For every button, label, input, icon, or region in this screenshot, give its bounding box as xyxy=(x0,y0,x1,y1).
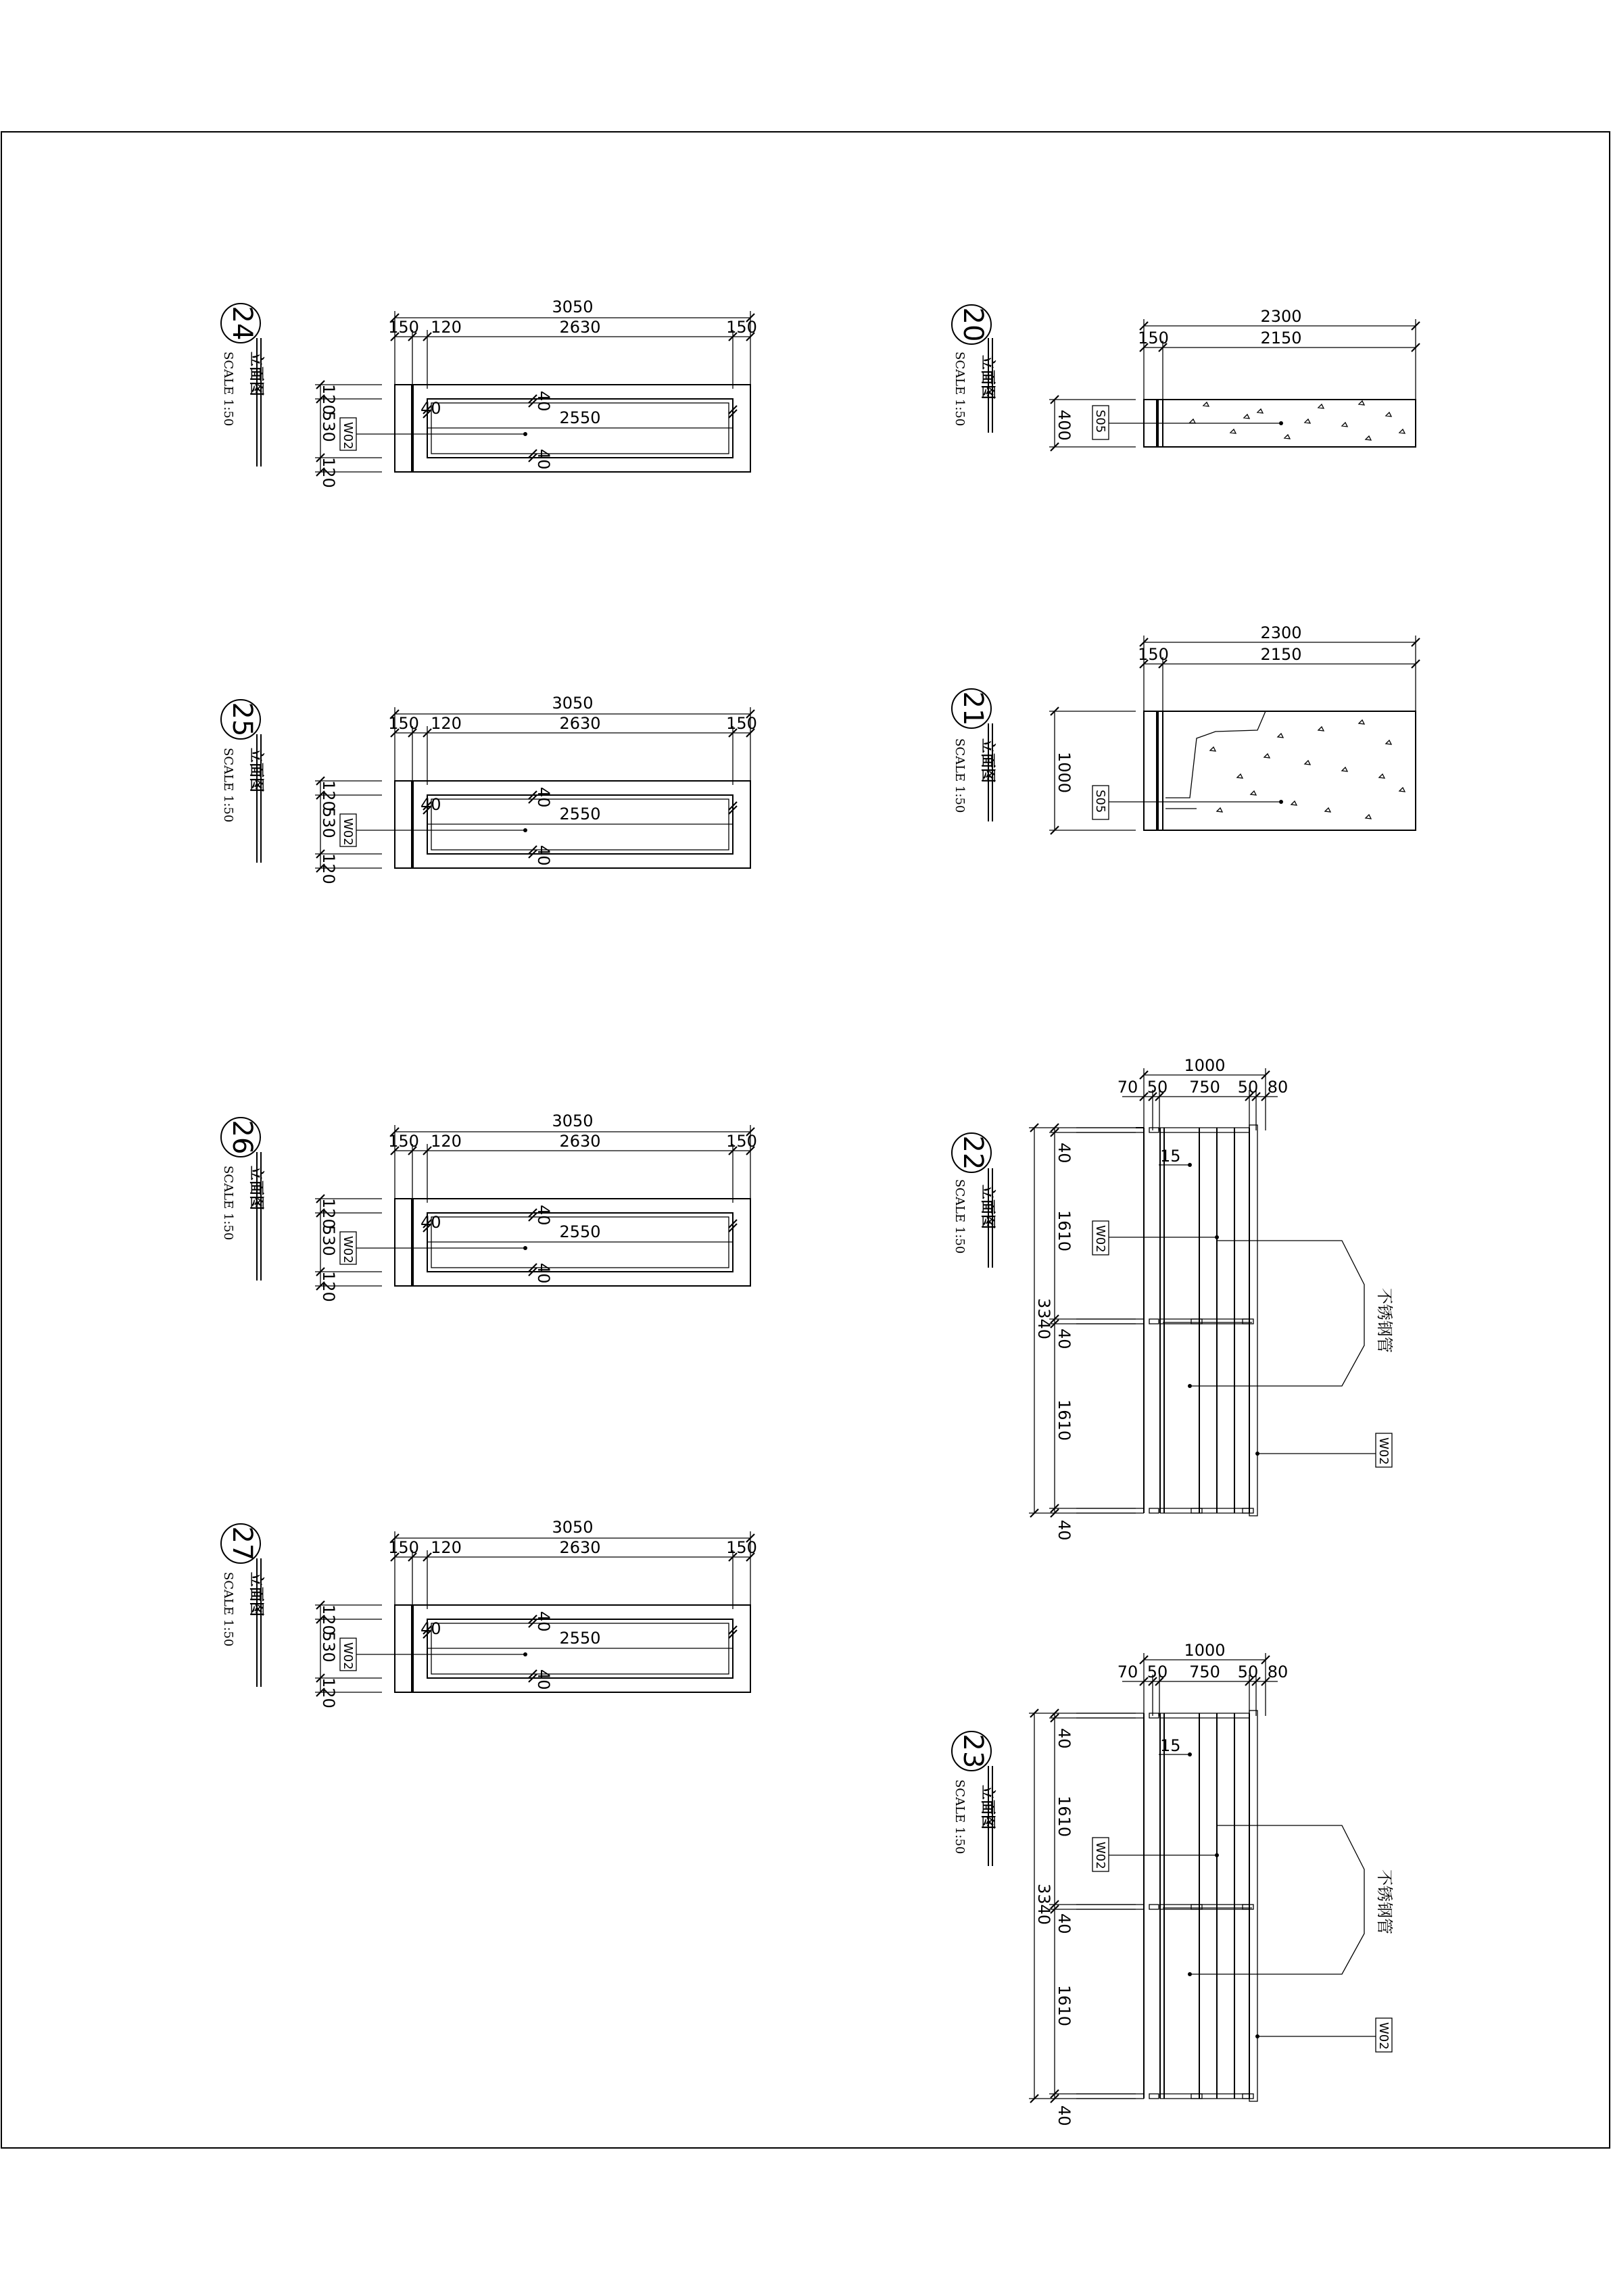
dim-h5: 40 xyxy=(1055,2105,1074,2126)
dim-v3: 120 xyxy=(319,1677,338,1708)
dim-t3: 40 xyxy=(534,449,553,470)
material-tag-right: W02 xyxy=(1376,1437,1391,1465)
elevation-22 xyxy=(952,1056,1394,1541)
dim-total: 3050 xyxy=(552,297,594,316)
elevation-title: 立面图 xyxy=(979,355,996,400)
dim-v2: 530 xyxy=(319,411,338,442)
dim-v2: 530 xyxy=(319,807,338,838)
elevation-20 xyxy=(952,305,1420,451)
dim-total: 3050 xyxy=(552,1111,594,1130)
dim-v2: 530 xyxy=(319,1631,338,1663)
elevation-scale: SCALE 1:50 xyxy=(953,352,967,427)
dim-h5: 40 xyxy=(1055,1520,1074,1541)
dim-total: 1000 xyxy=(1184,1056,1226,1075)
elevation-23 xyxy=(952,1641,1394,2126)
dim-t2: 40 xyxy=(534,787,553,808)
dim-h1: 40 xyxy=(1055,1143,1074,1164)
dim-t1: 40 xyxy=(420,1619,441,1638)
stone-texture xyxy=(1210,720,1405,819)
dim-main: 2150 xyxy=(1260,329,1302,348)
elevation-scale: SCALE 1:50 xyxy=(953,1179,967,1254)
dim-inner-width: 2550 xyxy=(559,1222,601,1241)
dim-right: 150 xyxy=(726,318,757,337)
dim-h4: 1610 xyxy=(1055,1985,1074,2027)
elevation-21 xyxy=(952,623,1420,834)
dim-inner-width: 2550 xyxy=(559,1629,601,1648)
dim-t3: 40 xyxy=(534,845,553,866)
dim-c: 750 xyxy=(1189,1078,1220,1097)
dim-a: 70 xyxy=(1117,1078,1138,1097)
dim-mid1: 120 xyxy=(431,1132,462,1151)
material-tag: W02 xyxy=(341,818,355,846)
note-stainless-pipe: 不锈钢管 xyxy=(1375,1869,1394,1934)
elevation-27 xyxy=(221,1518,757,1708)
dim-left: 150 xyxy=(1138,645,1169,664)
dim-overall: 3340 xyxy=(1034,1298,1053,1340)
dim-d: 50 xyxy=(1237,1663,1259,1681)
dim-t1: 40 xyxy=(420,399,441,418)
elevation-number: 24 xyxy=(226,306,258,341)
dim-v1: 120 xyxy=(319,1604,338,1635)
dim-h3: 40 xyxy=(1055,1329,1074,1349)
elevation-number: 27 xyxy=(226,1526,258,1561)
material-tag: W02 xyxy=(341,1236,355,1264)
dim-mid2: 2630 xyxy=(559,1538,601,1557)
dim-t1: 40 xyxy=(420,795,441,814)
material-tag: W02 xyxy=(341,422,355,450)
elevation-scale: SCALE 1:50 xyxy=(221,1166,235,1241)
elevation-title: 立面图 xyxy=(979,738,996,784)
counter-cutout xyxy=(1165,711,1266,798)
dim-left: 150 xyxy=(388,1538,419,1557)
elevation-title: 立面图 xyxy=(247,1572,264,1617)
dim-v3: 120 xyxy=(319,853,338,884)
dim-total: 2300 xyxy=(1260,623,1302,642)
dim-t3: 40 xyxy=(534,1669,553,1690)
dim-total: 2300 xyxy=(1260,307,1302,326)
elevation-title: 立面图 xyxy=(247,1166,264,1211)
dim-v1: 120 xyxy=(319,1198,338,1229)
dim-left: 150 xyxy=(388,1132,419,1151)
dim-height: 1000 xyxy=(1055,752,1074,794)
dim-height: 400 xyxy=(1055,410,1074,441)
dim-t2: 40 xyxy=(534,1611,553,1632)
dim-v3: 120 xyxy=(319,1271,338,1302)
dim-mid2: 2630 xyxy=(559,1132,601,1151)
dim-v2: 530 xyxy=(319,1225,338,1256)
elevation-scale: SCALE 1:50 xyxy=(221,352,235,427)
dim-main: 2150 xyxy=(1260,645,1302,664)
dim-v1: 120 xyxy=(319,384,338,415)
counter-outline xyxy=(1144,711,1416,830)
elevation-number: 26 xyxy=(226,1120,258,1155)
elevation-title: 立面图 xyxy=(247,352,264,397)
dim-e: 80 xyxy=(1267,1663,1289,1681)
stone-texture xyxy=(1190,401,1405,440)
dim-left: 150 xyxy=(388,318,419,337)
elevation-title: 立面图 xyxy=(979,1785,996,1830)
dim-h4: 1610 xyxy=(1055,1400,1074,1441)
dim-overall: 3340 xyxy=(1034,1884,1053,1926)
dim-right: 150 xyxy=(726,1538,757,1557)
dim-gap: 15 xyxy=(1160,1736,1181,1755)
material-tag: S05 xyxy=(1093,410,1107,433)
dim-h3: 40 xyxy=(1055,1913,1074,1934)
elevation-number: 20 xyxy=(957,307,988,342)
dim-h1: 40 xyxy=(1055,1728,1074,1749)
dim-left: 150 xyxy=(1138,329,1169,348)
dim-total: 1000 xyxy=(1184,1641,1226,1660)
material-tag-right: W02 xyxy=(1376,2022,1391,2050)
dim-total: 3050 xyxy=(552,1518,594,1537)
dim-total: 3050 xyxy=(552,694,594,713)
dim-mid1: 120 xyxy=(431,318,462,337)
dim-inner-width: 2550 xyxy=(559,805,601,823)
dim-mid2: 2630 xyxy=(559,714,601,733)
dim-e: 80 xyxy=(1267,1078,1289,1097)
elevation-scale: SCALE 1:50 xyxy=(221,748,235,823)
dim-v3: 120 xyxy=(319,457,338,488)
elevation-title: 立面图 xyxy=(979,1185,996,1230)
dim-h2: 1610 xyxy=(1055,1210,1074,1252)
dim-left: 150 xyxy=(388,714,419,733)
elevation-number: 21 xyxy=(957,691,988,726)
dim-inner-width: 2550 xyxy=(559,408,601,427)
dim-c: 750 xyxy=(1189,1663,1220,1681)
elevation-title: 立面图 xyxy=(247,748,264,793)
dim-t2: 40 xyxy=(534,391,553,412)
dim-mid1: 120 xyxy=(431,714,462,733)
elevation-24 xyxy=(221,297,757,488)
dim-gap: 15 xyxy=(1160,1147,1181,1166)
note-stainless-pipe: 不锈钢管 xyxy=(1375,1288,1394,1353)
dim-t3: 40 xyxy=(534,1263,553,1284)
elevation-number: 25 xyxy=(226,702,258,737)
dim-b: 50 xyxy=(1147,1078,1168,1097)
material-tag: W02 xyxy=(341,1642,355,1670)
elevation-number: 23 xyxy=(957,1733,988,1769)
dim-right: 150 xyxy=(726,714,757,733)
dim-t1: 40 xyxy=(420,1213,441,1232)
elevation-25 xyxy=(221,694,757,884)
dim-h2: 1610 xyxy=(1055,1796,1074,1838)
dim-b: 50 xyxy=(1147,1663,1168,1681)
material-tag-left: W02 xyxy=(1093,1225,1107,1253)
elevation-26 xyxy=(221,1111,757,1302)
material-tag-left: W02 xyxy=(1093,1842,1107,1869)
material-tag: S05 xyxy=(1093,790,1107,813)
elevation-number: 22 xyxy=(957,1135,988,1170)
elevation-scale: SCALE 1:50 xyxy=(953,1779,967,1855)
dim-mid1: 120 xyxy=(431,1538,462,1557)
dim-v1: 120 xyxy=(319,780,338,811)
dim-t2: 40 xyxy=(534,1205,553,1226)
dim-right: 150 xyxy=(726,1132,757,1151)
dim-mid2: 2630 xyxy=(559,318,601,337)
elevation-scale: SCALE 1:50 xyxy=(953,738,967,813)
dim-d: 50 xyxy=(1237,1078,1259,1097)
dim-a: 70 xyxy=(1117,1663,1138,1681)
elevation-scale: SCALE 1:50 xyxy=(221,1572,235,1647)
